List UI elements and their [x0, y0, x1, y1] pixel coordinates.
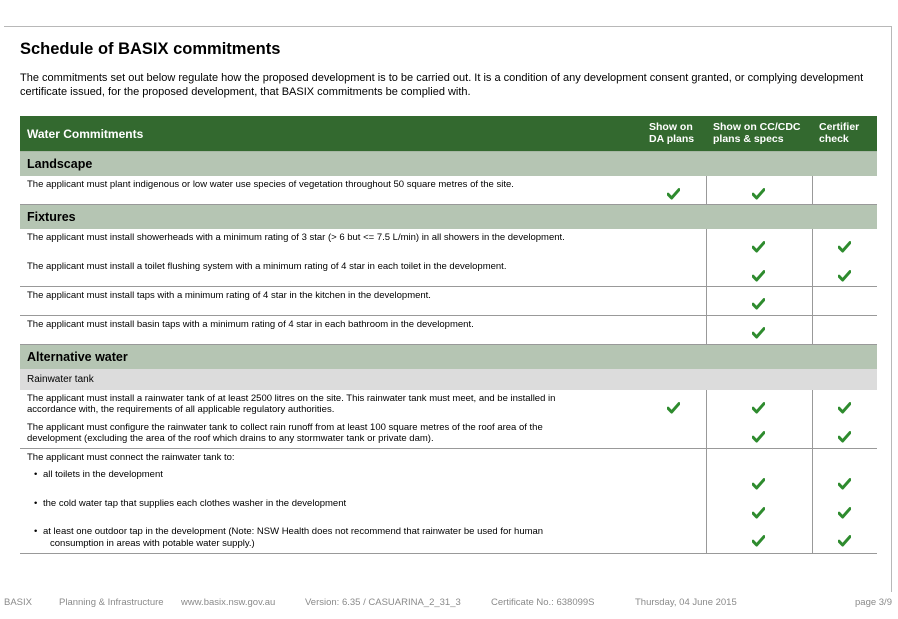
check-icon [838, 507, 851, 519]
page-title: Schedule of BASIX commitments [20, 40, 281, 58]
cc-flag-cell [706, 176, 812, 205]
certifier-flag-cell [812, 390, 877, 449]
check-icon [838, 402, 851, 414]
cc-flag-cell [706, 449, 812, 554]
cc-flag-cell [706, 316, 812, 345]
da-flag-cell [642, 287, 706, 316]
commitment-cell [20, 316, 642, 345]
intro-paragraph: The commitments set out below regulate how the proposed development is to be carried out. It is a condition of any development consent granted, or complying development certificate issued, for the proposed development, that BASIX commitments be complied with. [20, 72, 864, 98]
certifier-flag-cell [812, 287, 877, 316]
page-footer [4, 597, 890, 611]
footer-department: Planning & Infrastructure [59, 597, 164, 608]
check-icon [838, 478, 851, 490]
commitment-text: The applicant must connect the rainwater tank to: [27, 452, 235, 463]
header-certifier-line-1: Certifier [819, 121, 860, 133]
table-header-row [20, 116, 877, 152]
header-water-commitments: Water Commitments [20, 116, 642, 152]
footer-certificate: Certificate No.: 638099S [491, 597, 595, 608]
subsection-row-rainwater-tank [20, 369, 877, 390]
commitment-text: development (excluding the area of the roof which drains to any stormwater tank or private dam). [27, 433, 434, 444]
table-row [20, 449, 877, 554]
cc-flag-cell [706, 287, 812, 316]
certifier-flag-cell [812, 449, 877, 554]
commitment-cell [20, 449, 642, 554]
bullet-marker: • [34, 526, 38, 537]
check-icon [752, 188, 765, 200]
table-row [20, 390, 877, 449]
footer-url[interactable]: www.basix.nsw.gov.au [181, 597, 276, 608]
footer-page-number: page 3/9 [855, 597, 892, 608]
section-row-fixtures [20, 205, 877, 230]
check-icon [667, 188, 680, 200]
footer-date: Thursday, 04 June 2015 [635, 597, 737, 608]
commitment-text: The applicant must configure the rainwater tank to collect rain runoff from at least 100 square metres of the roof area of the [27, 422, 543, 433]
commitment-cell [20, 287, 642, 316]
check-icon [838, 270, 851, 282]
bullet-marker: • [34, 469, 38, 480]
header-show-on-da-line-1: Show on [649, 121, 693, 133]
check-icon [667, 402, 680, 414]
section-title-alternative-water: Alternative water [20, 345, 877, 370]
commitment-text: The applicant must plant indigenous or low water use species of vegetation throughout 50 square metres of the site. [27, 179, 514, 190]
header-show-on-da-line-2: DA plans [649, 132, 695, 145]
commitment-text: The applicant must install a toilet flushing system with a minimum rating of 4 star in each toilet in the development. [27, 261, 507, 272]
table-row [20, 176, 877, 205]
certifier-flag-cell [812, 316, 877, 345]
da-flag-cell [642, 229, 706, 287]
check-icon [752, 270, 765, 282]
check-icon [838, 431, 851, 443]
list-item-text: all toilets in the development [43, 469, 163, 480]
table-row [20, 287, 877, 316]
header-show-on-cc-line-1: Show on CC/CDC [713, 121, 801, 133]
commitment-cell [20, 176, 642, 205]
section-row-landscape [20, 152, 877, 177]
check-icon [752, 507, 765, 519]
water-commitments-table [20, 116, 877, 554]
da-flag-cell [642, 390, 706, 449]
header-show-on-cc-line-2: plans & specs [713, 132, 784, 145]
check-icon [752, 241, 765, 253]
check-icon [752, 298, 765, 310]
footer-basix: BASIX [4, 597, 32, 608]
section-title-landscape: Landscape [20, 152, 877, 177]
cc-flag-cell [706, 390, 812, 449]
check-icon [752, 402, 765, 414]
commitment-text: The applicant must install showerheads with a minimum rating of 3 star (> 6 but <= 7.5 L/min) in all showers in the development. [27, 232, 565, 243]
table-row [20, 316, 877, 345]
da-flag-cell [642, 449, 706, 554]
table-row [20, 229, 877, 287]
check-icon [752, 478, 765, 490]
commitment-text: accordance with, the requirements of all applicable regulatory authorities. [27, 404, 335, 415]
commitment-cell [20, 390, 642, 449]
subsection-title-rainwater-tank: Rainwater tank [20, 369, 877, 390]
commitment-text: The applicant must install taps with a minimum rating of 4 star in the kitchen in the development. [27, 290, 431, 301]
footer-version: Version: 6.35 / CASUARINA_2_31_3 [305, 597, 461, 608]
header-show-on-da [642, 116, 706, 152]
check-icon [752, 535, 765, 547]
commitment-text: The applicant must install basin taps with a minimum rating of 4 star in each bathroom in the development. [27, 319, 474, 330]
header-certifier-line-2: check [819, 132, 849, 145]
section-title-fixtures: Fixtures [20, 205, 877, 230]
list-item-text-line: consumption in areas with potable water supply.) [50, 537, 255, 549]
header-show-on-cc [706, 116, 812, 152]
da-flag-cell [642, 316, 706, 345]
list-item-text-line: at least one outdoor tap in the development (Note: NSW Health does not recommend that rainwater be used for human [43, 526, 544, 537]
da-flag-cell [642, 176, 706, 205]
cc-flag-cell [706, 229, 812, 287]
certifier-flag-cell [812, 229, 877, 287]
check-icon [838, 535, 851, 547]
check-icon [752, 327, 765, 339]
certifier-flag-cell [812, 176, 877, 205]
list-item-text: the cold water tap that supplies each clothes washer in the development [43, 498, 347, 509]
check-icon [838, 241, 851, 253]
header-certifier-check [812, 116, 877, 152]
check-icon [752, 431, 765, 443]
commitment-cell [20, 229, 642, 287]
section-row-alternative-water [20, 345, 877, 370]
commitment-text: The applicant must install a rainwater tank of at least 2500 litres on the site. This rainwater tank must meet, and be installed in [27, 393, 556, 404]
list-item-text [43, 526, 603, 549]
bullet-marker: • [34, 498, 38, 509]
